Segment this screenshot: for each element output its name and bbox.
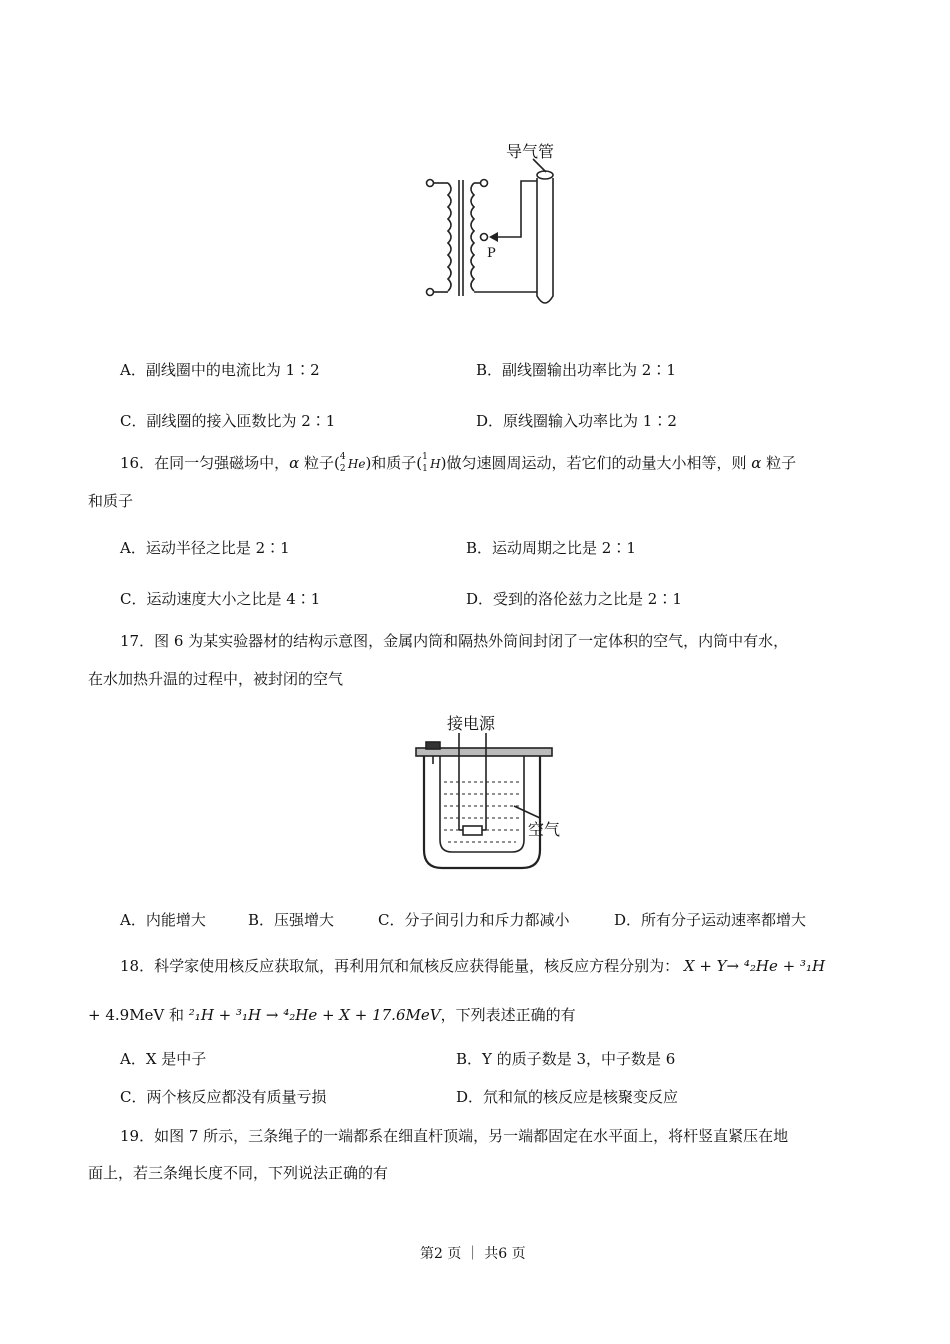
q18-option-a: A．X 是中子 [120,1050,207,1068]
page-footer: 第2 页 ｜ 共6 页 [420,1246,526,1262]
q19-stem-line1: 19．如图 7 所示，三条绳子的一端都系在细直杆顶端，另一端都固定在水平面上，将杆竖直紧压在地 [120,1127,789,1145]
q18-stem-line1: 18．科学家使用核反应获取氚，再利用氘和氚核反应获得能量，核反应方程分别为： X + Y→ ⁴₂He + ³₁H [120,957,826,975]
q15-option-c: C．副线圈的接入匝数比为 2∶1 [120,412,336,430]
q16-option-d: D．受到的洛伦兹力之比是 2∶1 [466,590,682,608]
q17-option-c: C．分子间引力和斥力都减小 [378,911,570,929]
q17-option-a: A．内能增大 [120,911,206,929]
slider-p-label: P [487,246,496,261]
q16-stem-line1: 16．在同一匀强磁场中，α 粒子( 4 2 He)和质子( 1 1 H)做匀速圆周运动，若它们的动量大小相等，则 α 粒子 [120,452,797,474]
q16-option-a: A．运动半径之比是 2∶1 [120,539,290,557]
q18-option-c: C．两个核反应都没有质量亏损 [120,1088,327,1106]
q17-stem-line2: 在水加热升温的过程中，被封闭的空气 [88,670,344,688]
q16-option-c: C．运动速度大小之比是 4∶1 [120,590,321,608]
air-label: 空气 [528,820,561,839]
q17-option-b: B．压强增大 [248,911,335,929]
q17-option-d: D．所有分子运动速率都增大 [614,911,807,929]
tube-label: 导气管 [506,142,555,161]
q15-option-a: A．副线圈中的电流比为 1∶2 [120,361,320,379]
q18-stem-line2: + 4.9MeV 和 ²₁H + ³₁H → ⁴₂He + X + 17.6MeV，下列表述正确的有 [88,1006,576,1024]
q15-option-d: D．原线圈输入功率比为 1∶2 [476,412,677,430]
q15-option-b: B．副线圈输出功率比为 2∶1 [476,361,676,379]
q18-option-b: B．Y 的质子数是 3，中子数是 6 [456,1050,676,1068]
q19-stem-line2: 面上，若三条绳长度不同，下列说法正确的有 [88,1164,389,1182]
q16-option-b: B．运动周期之比是 2∶1 [466,539,636,557]
power-label: 接电源 [447,714,496,733]
q18-option-d: D．氘和氚的核反应是核聚变反应 [456,1088,679,1106]
q16-stem-line2: 和质子 [88,492,134,510]
q17-stem-line1: 17．图 6 为某实验器材的结构示意图，金属内筒和隔热外筒间封闭了一定体积的空气，内筒中有水， [120,632,789,650]
